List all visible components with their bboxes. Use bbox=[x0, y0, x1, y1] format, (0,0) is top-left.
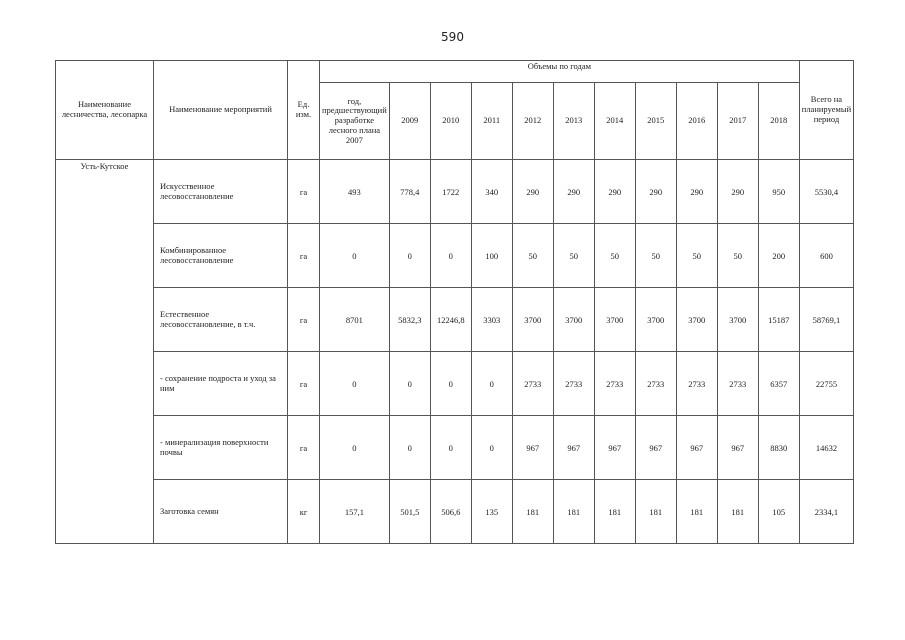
year-value-cell: 290 bbox=[717, 160, 758, 224]
year-value-cell: 181 bbox=[594, 480, 635, 544]
year-value-cell: 290 bbox=[676, 160, 717, 224]
year-value-cell: 2733 bbox=[512, 352, 553, 416]
year-value-cell: 340 bbox=[471, 160, 512, 224]
year-value-cell: 8830 bbox=[758, 416, 799, 480]
year-value-cell: 0 bbox=[389, 224, 430, 288]
year-header: 2009 bbox=[389, 83, 430, 160]
total-cell: 5530,4 bbox=[799, 160, 853, 224]
year-value-cell: 135 bbox=[471, 480, 512, 544]
year-value-cell: 3700 bbox=[635, 288, 676, 352]
year-value-cell: 501,5 bbox=[389, 480, 430, 544]
total-cell: 58769,1 bbox=[799, 288, 853, 352]
year-value-cell: 0 bbox=[389, 352, 430, 416]
activity-cell: Естественное лесовосстановление, в т.ч. bbox=[154, 288, 288, 352]
forestry-name: Усть-Кутское bbox=[56, 160, 154, 544]
table-row bbox=[56, 288, 854, 352]
year-header: 2018 bbox=[758, 83, 799, 160]
year-before-plan-cell: 8701 bbox=[320, 288, 390, 352]
unit-column-header: Ед. изм. bbox=[288, 61, 320, 160]
year-value-cell: 2733 bbox=[635, 352, 676, 416]
year-before-plan-cell: 0 bbox=[320, 416, 390, 480]
table-row bbox=[56, 160, 854, 224]
activity-column-header: Наименование мероприятий bbox=[154, 61, 288, 160]
year-header: 2014 bbox=[594, 83, 635, 160]
year-before-plan-cell: 0 bbox=[320, 352, 390, 416]
year-header: 2016 bbox=[676, 83, 717, 160]
year-value-cell: 0 bbox=[430, 352, 471, 416]
unit-cell: га bbox=[288, 224, 320, 288]
year-value-cell: 2733 bbox=[553, 352, 594, 416]
activity-cell: Заготовка семян bbox=[154, 480, 288, 544]
volumes-by-year-header: Объемы по годам bbox=[320, 61, 800, 83]
year-value-cell: 0 bbox=[389, 416, 430, 480]
total-cell: 600 bbox=[799, 224, 853, 288]
unit-cell: га bbox=[288, 160, 320, 224]
year-value-cell: 967 bbox=[717, 416, 758, 480]
year-value-cell: 290 bbox=[594, 160, 635, 224]
page-number: 590 bbox=[441, 30, 464, 44]
year-value-cell: 105 bbox=[758, 480, 799, 544]
unit-cell: га bbox=[288, 352, 320, 416]
year-value-cell: 0 bbox=[430, 416, 471, 480]
year-value-cell: 3700 bbox=[594, 288, 635, 352]
year-value-cell: 181 bbox=[512, 480, 553, 544]
year-value-cell: 200 bbox=[758, 224, 799, 288]
year-value-cell: 967 bbox=[594, 416, 635, 480]
year-value-cell: 2733 bbox=[717, 352, 758, 416]
table-header bbox=[56, 61, 854, 160]
year-value-cell: 3700 bbox=[553, 288, 594, 352]
activity-cell: - сохранение подроста и уход за ним bbox=[154, 352, 288, 416]
year-value-cell: 100 bbox=[471, 224, 512, 288]
year-value-cell: 50 bbox=[635, 224, 676, 288]
year-value-cell: 506,6 bbox=[430, 480, 471, 544]
table-row bbox=[56, 352, 854, 416]
year-header: 2010 bbox=[430, 83, 471, 160]
total-cell: 2334,1 bbox=[799, 480, 853, 544]
year-before-plan-cell: 157,1 bbox=[320, 480, 390, 544]
year-before-plan-cell: 493 bbox=[320, 160, 390, 224]
total-cell: 22755 bbox=[799, 352, 853, 416]
year-value-cell: 2733 bbox=[676, 352, 717, 416]
year-value-cell: 290 bbox=[553, 160, 594, 224]
unit-cell: га bbox=[288, 416, 320, 480]
year-value-cell: 778,4 bbox=[389, 160, 430, 224]
year-value-cell: 12246,8 bbox=[430, 288, 471, 352]
total-column-header: Всего на планируемый период bbox=[799, 61, 853, 160]
year-value-cell: 0 bbox=[471, 352, 512, 416]
unit-cell: кг bbox=[288, 480, 320, 544]
unit-cell: га bbox=[288, 288, 320, 352]
year-value-cell: 967 bbox=[553, 416, 594, 480]
activity-cell: - минерализация поверхности почвы bbox=[154, 416, 288, 480]
year-value-cell: 50 bbox=[676, 224, 717, 288]
year-value-cell: 50 bbox=[553, 224, 594, 288]
table-row bbox=[56, 416, 854, 480]
table-row bbox=[56, 480, 854, 544]
year-value-cell: 15187 bbox=[758, 288, 799, 352]
year-before-plan-cell: 0 bbox=[320, 224, 390, 288]
year-value-cell: 181 bbox=[635, 480, 676, 544]
year-value-cell: 181 bbox=[717, 480, 758, 544]
activity-cell: Искусственное лесовосстановление bbox=[154, 160, 288, 224]
year-header: 2011 bbox=[471, 83, 512, 160]
forestry-column-header: Наименование лесничества, лесопарка bbox=[56, 61, 154, 160]
year-before-plan-header: год, предшествующий разработке лесного плана 2007 bbox=[320, 83, 390, 160]
year-value-cell: 181 bbox=[553, 480, 594, 544]
year-value-cell: 3303 bbox=[471, 288, 512, 352]
year-value-cell: 290 bbox=[512, 160, 553, 224]
year-value-cell: 50 bbox=[512, 224, 553, 288]
year-value-cell: 50 bbox=[594, 224, 635, 288]
year-value-cell: 6357 bbox=[758, 352, 799, 416]
table-row bbox=[56, 224, 854, 288]
year-value-cell: 290 bbox=[635, 160, 676, 224]
year-value-cell: 0 bbox=[430, 224, 471, 288]
table-body bbox=[56, 160, 854, 544]
year-value-cell: 967 bbox=[676, 416, 717, 480]
year-value-cell: 950 bbox=[758, 160, 799, 224]
year-value-cell: 50 bbox=[717, 224, 758, 288]
reforestation-plan-table bbox=[55, 60, 854, 544]
year-value-cell: 0 bbox=[471, 416, 512, 480]
year-header: 2013 bbox=[553, 83, 594, 160]
year-header: 2017 bbox=[717, 83, 758, 160]
year-value-cell: 967 bbox=[635, 416, 676, 480]
year-value-cell: 3700 bbox=[512, 288, 553, 352]
year-header: 2015 bbox=[635, 83, 676, 160]
total-cell: 14632 bbox=[799, 416, 853, 480]
activity-cell: Комбинированное лесовосстановление bbox=[154, 224, 288, 288]
year-value-cell: 3700 bbox=[717, 288, 758, 352]
year-value-cell: 967 bbox=[512, 416, 553, 480]
year-value-cell: 3700 bbox=[676, 288, 717, 352]
year-value-cell: 1722 bbox=[430, 160, 471, 224]
year-header: 2012 bbox=[512, 83, 553, 160]
year-value-cell: 2733 bbox=[594, 352, 635, 416]
year-value-cell: 5832,3 bbox=[389, 288, 430, 352]
year-value-cell: 181 bbox=[676, 480, 717, 544]
